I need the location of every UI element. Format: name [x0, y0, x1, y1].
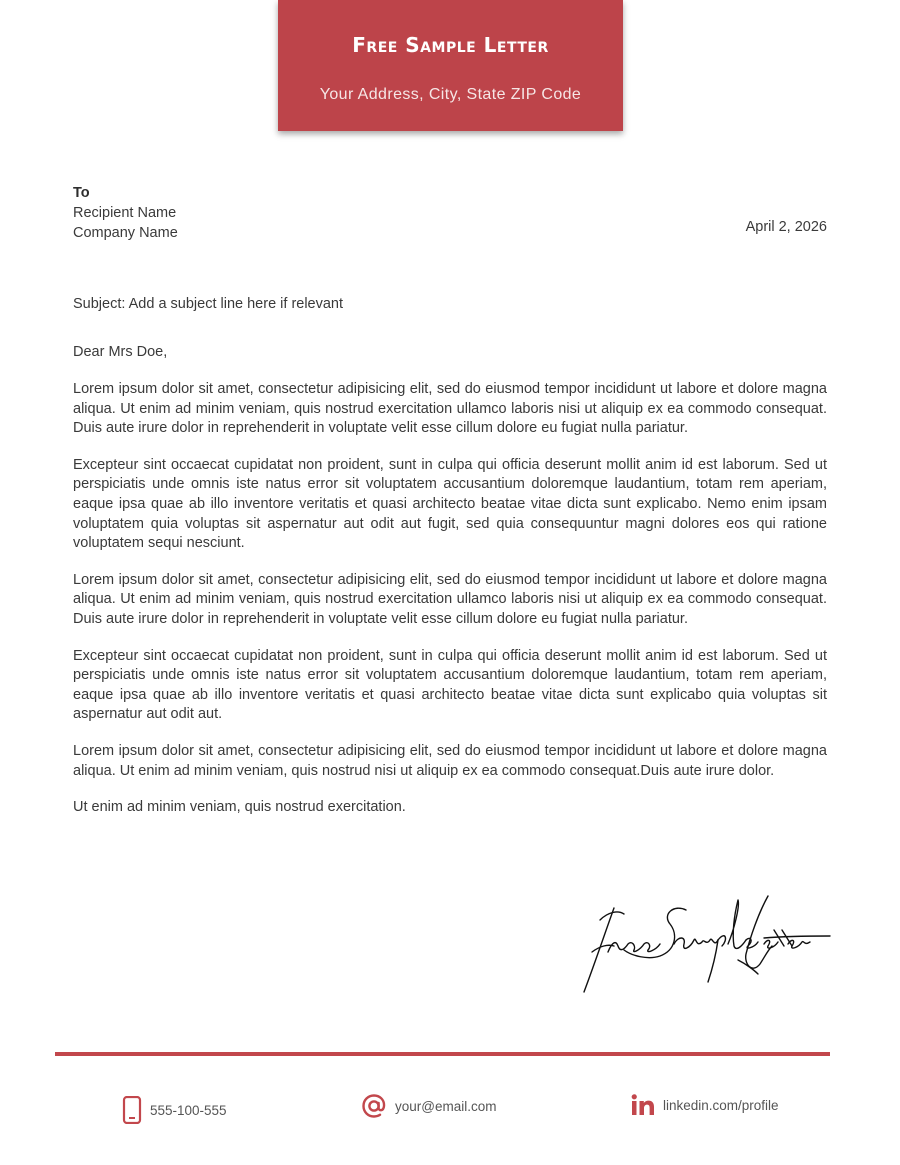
body-paragraph: Excepteur sint occaecat cupidatat non proident, sunt in culpa qui officia deserunt mollit anim id est laborum. Sed ut perspiciatis unde omnis iste natus error sit voluptatem accusantium doloremque laudantium, totam rem aperiam, eaque ipsa quae ab illo inventore veritatis et quasi architecto beatae vitae dicta sunt explicabo quia voluptas sit aspernatur aut odit aut.	[73, 647, 827, 723]
recipient-company: Company Name	[73, 225, 178, 241]
body-paragraph: Ut enim ad minim veniam, quis nostrud exercitation.	[73, 799, 406, 816]
footer-phone[interactable]	[122, 1096, 227, 1124]
body-paragraph: Lorem ipsum dolor sit amet, consectetur adipisicing elit, sed do eiusmod tempor incididunt ut labore et dolore magna aliqua. Ut enim ad minim veniam, quis nostrud nisi ut aliquip ex ea commodo consequat.Duis aute irure dolor.	[73, 742, 827, 779]
footer-divider	[55, 1052, 830, 1056]
sender-address: Your Address, City, State ZIP Code	[319, 86, 582, 103]
letter-date: April 2, 2026	[745, 219, 827, 235]
footer-linkedin[interactable]	[631, 1094, 779, 1116]
subject-line: Subject: Add a subject line here if relevant	[73, 296, 344, 312]
salutation: Dear Mrs Doe,	[73, 344, 168, 360]
handwritten-signature	[578, 890, 833, 1000]
phone-number: 555-100-555	[150, 1102, 227, 1118]
footer-email[interactable]	[361, 1093, 496, 1119]
letterhead-banner	[278, 0, 623, 131]
linkedin-url: linkedin.com/profile	[663, 1097, 779, 1113]
linkedin-icon	[631, 1094, 655, 1116]
body-paragraph: Lorem ipsum dolor sit amet, consectetur adipisicing elit, sed do eiusmod tempor incididunt ut labore et dolore magna aliqua. Ut enim ad minim veniam, quis nostrud exercitation ullamco laboris nisi ut aliquip ex ea commodo consequat. Duis aute irure dolor in reprehenderit in voluptate velit esse cillum dolore eu fugiat nulla pariatur.	[73, 381, 827, 437]
recipient-label: To	[73, 185, 90, 201]
letter-body	[73, 380, 827, 835]
email-address: your@email.com	[395, 1098, 497, 1114]
letterhead-title: Free Sample Letter	[352, 33, 549, 57]
email-at-icon	[361, 1093, 387, 1119]
recipient-block	[73, 183, 178, 243]
body-paragraph: Lorem ipsum dolor sit amet, consectetur adipisicing elit, sed do eiusmod tempor incididunt ut labore et dolore magna aliqua. Ut enim ad minim veniam, quis nostrud exercitation ullamco laboris nisi ut aliquip ex ea commodo consequat. Duis aute irure dolor in reprehenderit in voluptate velit esse cillum dolore eu fugiat nulla pariatur.	[73, 571, 827, 627]
body-paragraph: Excepteur sint occaecat cupidatat non proident, sunt in culpa qui officia deserunt mollit anim id est laborum. Sed ut perspiciatis unde omnis iste natus error sit voluptatem accusantium doloremque laudantium, totam rem aperiam, eaque ipsa quae ab illo inventore veritatis et quasi architecto beatae vitae dicta sunt explicabo. Nemo enim ipsam voluptatem quia voluptas sit aspernatur aut odit aut fugit, sed quia consequuntur magni dolores eos qui ratione voluptatem sequi nesciunt.	[73, 456, 827, 552]
phone-icon	[122, 1096, 142, 1124]
recipient-name: Recipient Name	[73, 205, 177, 221]
